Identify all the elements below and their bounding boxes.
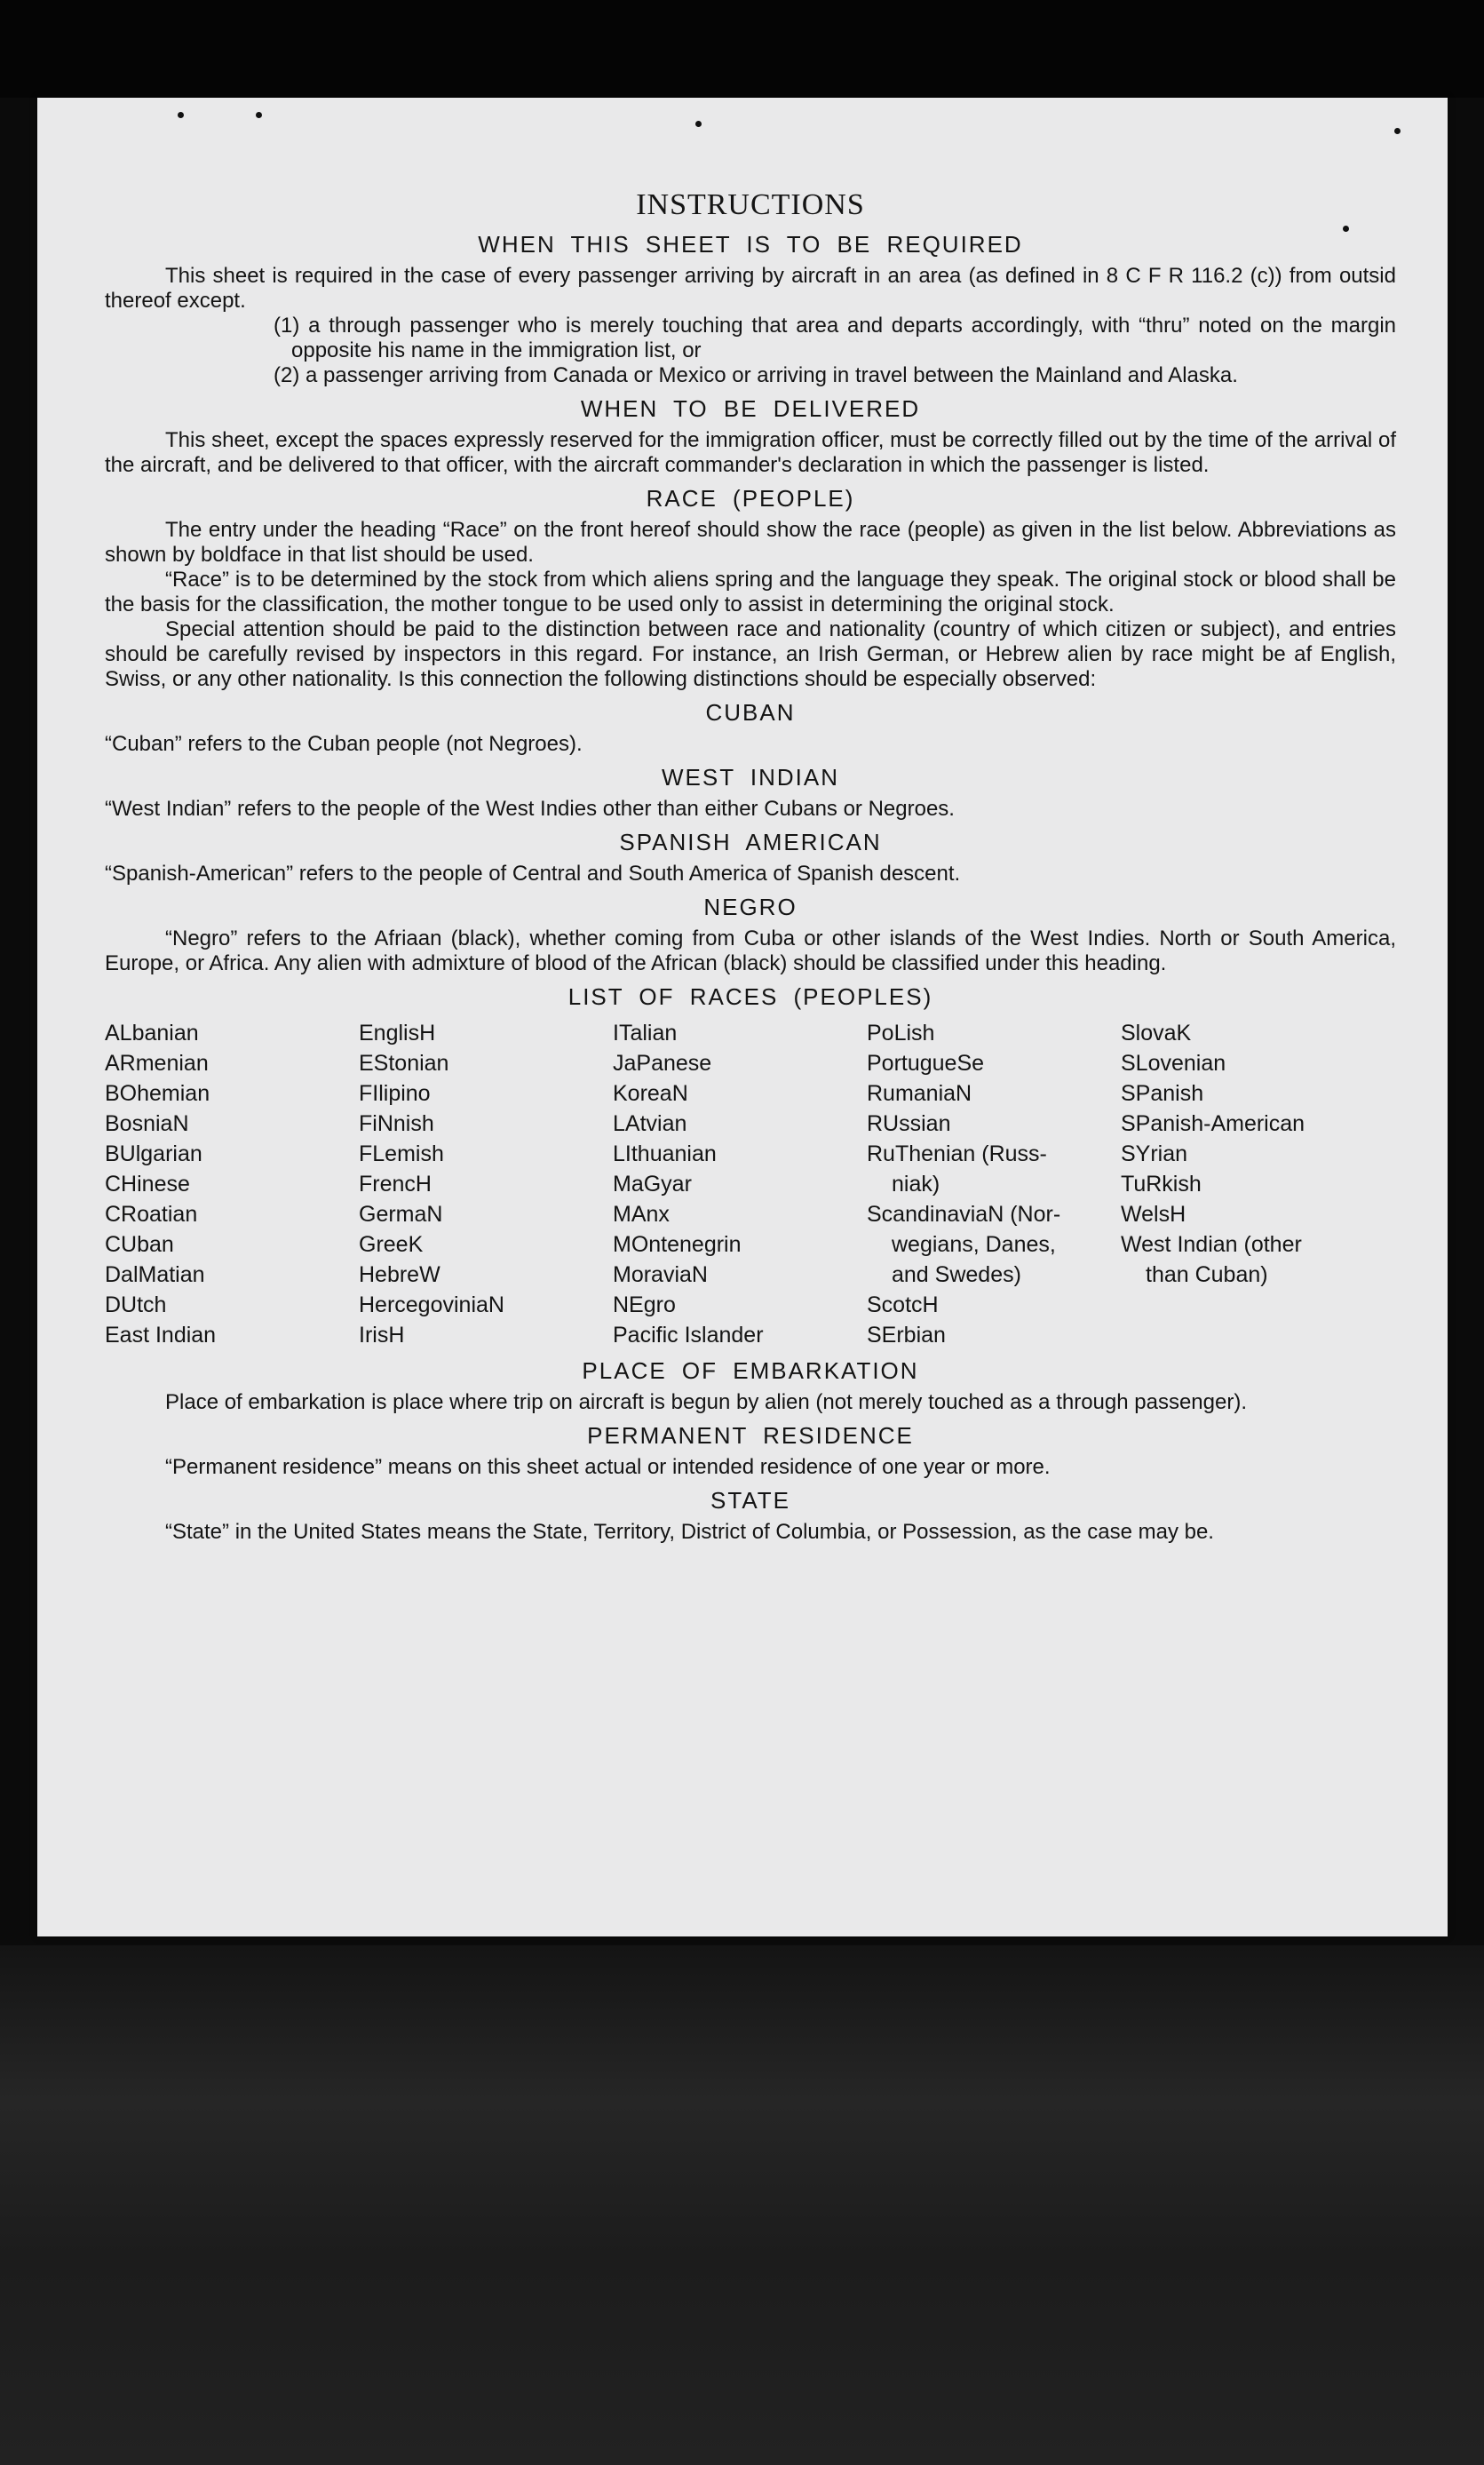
section-heading-negro: NEGRO — [703, 894, 798, 920]
race-entry: MaGyar — [613, 1172, 692, 1197]
section-heading-spanish-american: SPANISH AMERICAN — [619, 829, 882, 855]
race-entry: ScandinaviaN (Nor- — [867, 1202, 1061, 1227]
race-entry: SlovaK — [1121, 1021, 1192, 1046]
race-column-5 — [1121, 1018, 1375, 1350]
race-entry: HebreW — [359, 1262, 440, 1287]
race-entry: RumaniaN — [867, 1081, 972, 1106]
race-entry: GermaN — [359, 1202, 443, 1227]
race-entry-continued: and Swedes) — [892, 1262, 1021, 1287]
delivered-paragraph: This sheet, except the spaces expressly reserved for the immigration officer, must be correctly filled out by the time of the arrival of the aircraft, and be delivered to that officer, with the aircraft commander's declaration in which the passenger is listed. — [105, 428, 1396, 477]
cuban-text: “Cuban” refers to the Cuban people (not Negroes). — [105, 732, 583, 756]
race-paragraph-3: Special attention should be paid to the distinction between race and nationality (country of which citizen or subject), and entries should be carefully revised by inspectors in this regard. For instance, an Irish German, or Hebrew alien by race might be af English, Swiss, or any other nationality. Is this connection the following distinctions should be especially observed: — [105, 617, 1396, 691]
speck-mark — [695, 121, 702, 127]
race-list — [105, 1018, 1396, 1350]
scan-border-top — [0, 0, 1484, 98]
race-entry: CHinese — [105, 1172, 190, 1197]
required-paragraph: This sheet is required in the case of every passenger arriving by aircraft in an area (as defined in 8 C F R 116.2 (c)) from outsid thereof except. — [105, 264, 1396, 313]
race-column-1 — [105, 1018, 359, 1350]
race-entry: SErbian — [867, 1323, 946, 1348]
race-entry: BUlgarian — [105, 1141, 202, 1166]
race-entry: GreeK — [359, 1232, 424, 1257]
race-entry: LAtvian — [613, 1111, 687, 1136]
section-heading-west-indian: WEST INDIAN — [662, 764, 839, 791]
race-entry: SPanish-American — [1121, 1111, 1305, 1136]
race-entry: MAnx — [613, 1202, 670, 1227]
race-entry: NEgro — [613, 1292, 676, 1317]
residence-text: “Permanent residence” means on this sheet actual or intended residence of one year or more. — [165, 1455, 1051, 1479]
exception-item-2: (2) a passenger arriving from Canada or Mexico or arriving in travel between the Mainland and Alaska. — [274, 363, 1238, 387]
race-entry: ScotcH — [867, 1292, 939, 1317]
race-entry: WelsH — [1121, 1202, 1186, 1227]
race-entry: IrisH — [359, 1323, 405, 1348]
race-entry: EnglisH — [359, 1021, 436, 1046]
race-entry: DUtch — [105, 1292, 167, 1317]
race-entry: CUban — [105, 1232, 174, 1257]
race-entry: MOntenegrin — [613, 1232, 742, 1257]
section-heading-state: STATE — [710, 1487, 790, 1514]
section-heading-required: WHEN THIS SHEET IS TO BE REQUIRED — [478, 231, 1023, 258]
section-heading-embarkation: PLACE OF EMBARKATION — [582, 1357, 919, 1384]
race-entry: ARmenian — [105, 1051, 209, 1076]
race-entry: SYrian — [1121, 1141, 1188, 1166]
race-entry: BosniaN — [105, 1111, 189, 1136]
race-entry: Pacific Islander — [613, 1323, 764, 1348]
race-entry: PortugueSe — [867, 1051, 985, 1076]
instruction-sheet — [37, 98, 1448, 1936]
section-heading-race: RACE (PEOPLE) — [646, 485, 855, 512]
race-entry-continued: niak) — [892, 1172, 940, 1197]
section-heading-cuban: CUBAN — [705, 699, 796, 726]
section-heading-delivered: WHEN TO BE DELIVERED — [580, 395, 921, 422]
race-entry: DalMatian — [105, 1262, 205, 1287]
race-entry: FrencH — [359, 1172, 432, 1197]
race-entry: KoreaN — [613, 1081, 688, 1106]
speck-mark — [1394, 128, 1401, 134]
race-entry: RUssian — [867, 1111, 951, 1136]
race-entry: SPanish — [1121, 1081, 1204, 1106]
west-indian-text: “West Indian” refers to the people of the West Indies other than either Cubans or Negroes. — [105, 797, 955, 821]
race-entry: FIlipino — [359, 1081, 431, 1106]
spanish-american-text: “Spanish-American” refers to the people of Central and South America of Spanish descent. — [105, 862, 961, 886]
race-entry-continued: wegians, Danes, — [892, 1232, 1056, 1257]
race-entry: FLemish — [359, 1141, 444, 1166]
race-entry-continued: than Cuban) — [1146, 1262, 1268, 1287]
speck-mark — [256, 112, 262, 118]
race-entry: West Indian (other — [1121, 1232, 1302, 1257]
page-title: INSTRUCTIONS — [636, 188, 865, 221]
negro-text: “Negro” refers to the Afriaan (black), whether coming from Cuba or other islands of the West Indies. North or South America, Europe, or Africa. Any alien with admixture of blood of the African (black) should be classified under this heading. — [105, 926, 1396, 975]
race-entry: MoraviaN — [613, 1262, 708, 1287]
state-text: “State” in the United States means the State, Territory, District of Columbia, or Possession, as the case may be. — [165, 1520, 1214, 1544]
race-paragraph-1: The entry under the heading “Race” on the front hereof should show the race (people) as given in the list below. Abbreviations as shown by boldface in that list should be used. — [105, 518, 1396, 567]
race-entry: TuRkish — [1121, 1172, 1202, 1197]
scan-border-bottom — [0, 1945, 1484, 2465]
race-entry: LIthuanian — [613, 1141, 717, 1166]
race-paragraph-2: “Race” is to be determined by the stock from which aliens spring and the language they speak. The original stock or blood shall be the basis for the classification, the mother tongue to be used only to assist in determining the original stock. — [105, 568, 1396, 616]
race-entry: BOhemian — [105, 1081, 210, 1106]
race-entry: PoLish — [867, 1021, 935, 1046]
exception-item-1: (1) a through passenger who is merely touching that area and departs accordingly, with “thru” noted on the margin opposite his name in the immigration list, or — [274, 314, 1396, 362]
race-entry: RuThenian (Russ- — [867, 1141, 1047, 1166]
section-heading-race-list: LIST OF RACES (PEOPLES) — [567, 983, 933, 1010]
race-entry: East Indian — [105, 1323, 217, 1348]
race-entry: JaPanese — [613, 1051, 712, 1076]
race-column-4 — [867, 1018, 1121, 1350]
race-entry: EStonian — [359, 1051, 449, 1076]
race-entry: ALbanian — [105, 1021, 199, 1046]
race-entry: HercegoviniaN — [359, 1292, 504, 1317]
race-column-3 — [613, 1018, 867, 1350]
race-column-2 — [359, 1018, 613, 1350]
race-entry: CRoatian — [105, 1202, 198, 1227]
race-entry: ITalian — [613, 1021, 678, 1046]
race-entry: SLovenian — [1121, 1051, 1226, 1076]
speck-mark — [178, 112, 184, 118]
embarkation-text: Place of embarkation is place where trip on aircraft is begun by alien (not merely touched as a through passenger). — [165, 1390, 1247, 1414]
section-heading-residence: PERMANENT RESIDENCE — [587, 1422, 914, 1449]
race-entry: FiNnish — [359, 1111, 434, 1136]
